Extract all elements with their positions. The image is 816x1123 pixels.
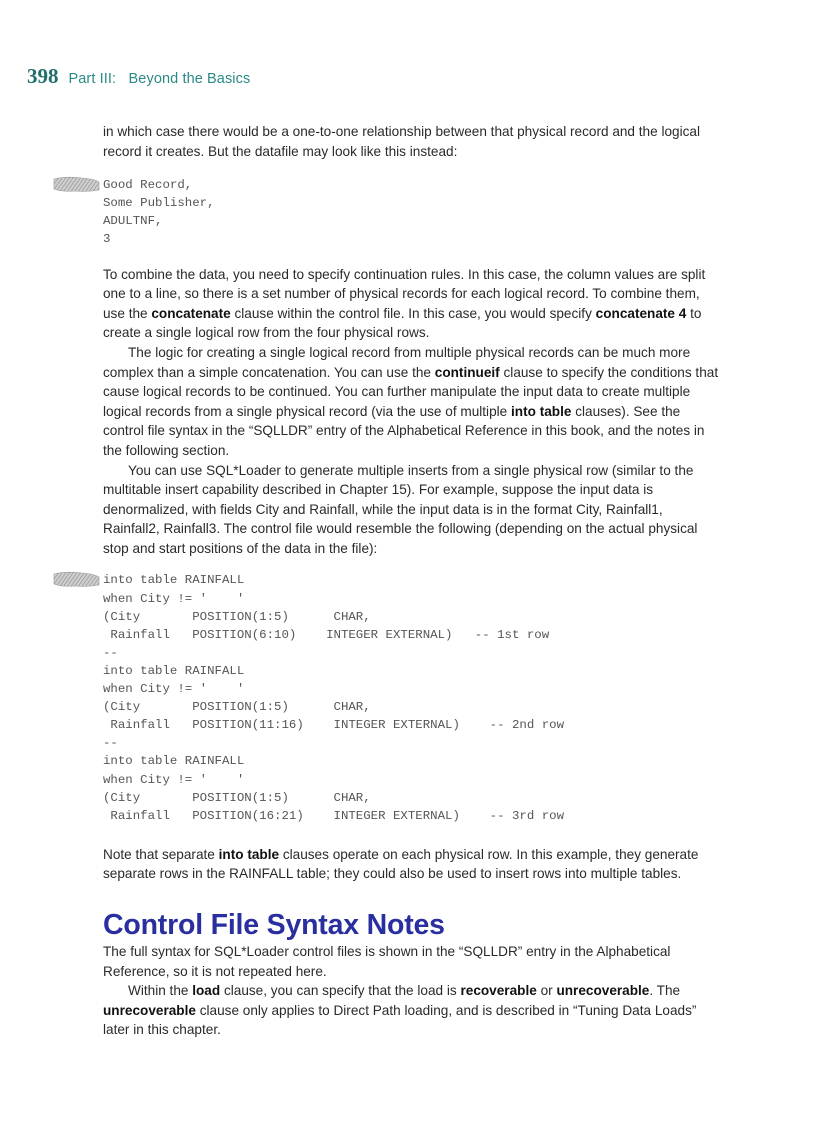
code-listing-2	[103, 571, 719, 824]
section-heading: Control File Syntax Notes	[103, 908, 445, 941]
code-line: Rainfall POSITION(6:10) INTEGER EXTERNAL) -- 1st row	[103, 627, 550, 642]
code-line: (City POSITION(1:5) CHAR,	[103, 700, 371, 715]
code-line: Good Record,	[103, 178, 193, 193]
paragraph-intro: in which case there would be a one-to-one relationship between that physical record and the logical record it creates. But the datafile may look like this instead:	[103, 124, 700, 159]
paragraph-concatenate: To combine the data, you need to specify continuation rules. In this case, the column values are split one to a line, so there is a set number of physical records for each logical record. To combine them, use the concatenate clause within the control file. In this case, you would specify concatenate 4 to create a single logical row from the four physical rows.	[103, 266, 706, 341]
keyword-load: load	[192, 983, 221, 999]
code-line: --	[103, 736, 118, 751]
running-head	[69, 71, 251, 87]
keyword-unrecoverable: unrecoverable	[103, 1002, 196, 1018]
keyword-continueif: continueif	[434, 364, 500, 380]
code-listing-icon	[52, 176, 100, 193]
part-label: Part III:	[68, 71, 117, 87]
paragraph-multiple-inserts: You can use SQL*Loader to generate multiple inserts from a single physical row (similar to the multitable insert capability described in Chapter 15). For example, suppose the input data is denormalized, with fields City and Rainfall, while the input data is in the format City, Rainfall1, Rainfall2, Rainfall3. The control file would resemble the following (depending on the actual physical stop and start positions of the data in the file):	[103, 462, 698, 556]
code-line: Some Publisher,	[103, 196, 215, 211]
code-line: into table RAINFALL	[103, 663, 245, 678]
code-line: (City POSITION(1:5) CHAR,	[103, 609, 371, 624]
keyword-into-table: into table	[511, 403, 572, 419]
part-title: Beyond the Basics	[128, 71, 251, 87]
keyword-concatenate-4: concatenate 4	[595, 305, 687, 321]
page-body	[103, 122, 719, 1040]
code-line: when City != ' '	[103, 682, 245, 697]
keyword-into-table: into table	[218, 846, 280, 862]
page-header	[27, 64, 250, 90]
paragraph-load-clause: Within the load clause, you can specify that the load is recoverable or unrecoverable. The unrecoverable clause only applies to Direct Path loading, and is described in “Tuning Data Loads” later in this chapter.	[103, 983, 697, 1038]
code-line: when City != ' '	[103, 591, 245, 606]
code-line: when City != ' '	[103, 772, 245, 787]
keyword-recoverable: recoverable	[460, 983, 537, 999]
code-line: Rainfall POSITION(16:21) INTEGER EXTERNAL) -- 3rd row	[103, 808, 565, 823]
code-line: --	[103, 645, 118, 660]
code-line: Rainfall POSITION(11:16) INTEGER EXTERNAL) -- 2nd row	[103, 718, 565, 733]
code-line: ADULTNF,	[103, 214, 163, 229]
page-number: 398	[27, 64, 59, 88]
code-line: (City POSITION(1:5) CHAR,	[103, 790, 371, 805]
code-listing-1	[103, 176, 719, 248]
code-line: 3	[103, 232, 111, 247]
code-line: into table RAINFALL	[103, 754, 245, 769]
paragraph-continueif: The logic for creating a single logical record from multiple physical records can be much more complex than a simple concatenation. You can use the continueif clause to specify the conditions that cause logical records to be continued. You can further manipulate the input data to create multiple logical records from a single physical record (via the use of multiple into table clauses). See the control file syntax in the “SQLLDR” entry of the Alphabetical Reference in this book, and the notes in the following section.	[103, 344, 719, 458]
code-line: into table RAINFALL	[103, 573, 245, 588]
keyword-concatenate: concatenate	[151, 305, 231, 321]
paragraph-into-table-note: Note that separate into table clauses operate on each physical row. In this example, they generate separate rows in the RAINFALL table; they could also be used to insert rows into multiple tables.	[103, 846, 699, 882]
code-listing-icon	[52, 571, 100, 588]
paragraph-full-syntax: The full syntax for SQL*Loader control files is shown in the “SQLLDR” entry in the Alphabetical Reference, so it is not repeated here.	[103, 943, 671, 979]
keyword-unrecoverable: unrecoverable	[556, 983, 650, 999]
